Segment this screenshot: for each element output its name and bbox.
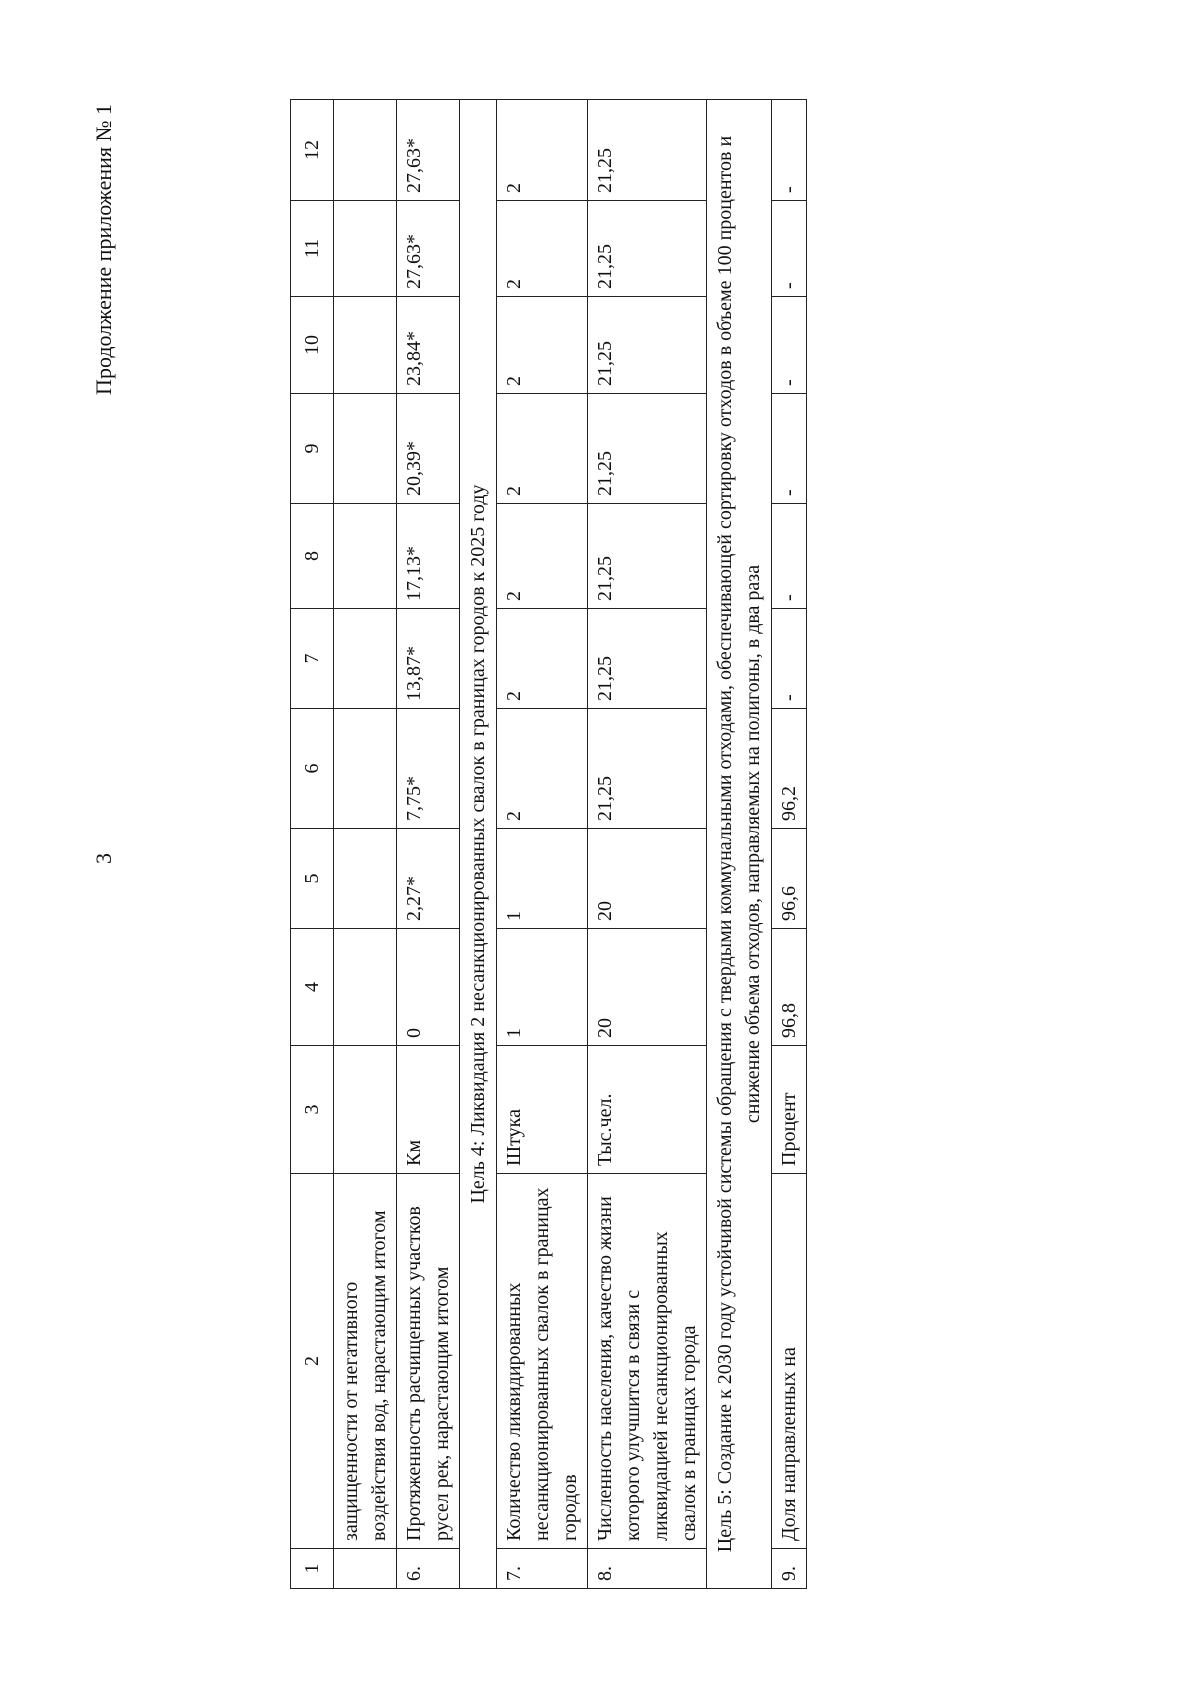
column-number-cell: 11 xyxy=(291,201,334,297)
value-cell: 96,2 xyxy=(772,709,807,829)
indicator-row xyxy=(397,100,460,1589)
value-cell: 96,6 xyxy=(772,829,807,929)
value-cell: 2 xyxy=(497,504,588,609)
value-cell: - xyxy=(772,297,807,394)
value-cell: 21,25 xyxy=(588,201,707,297)
value-cell: - xyxy=(772,609,807,709)
value-cell: 2 xyxy=(497,394,588,504)
indicator-name-cell: Протяженность расчищенных участков русел рек, нарастающим итогом xyxy=(397,1174,460,1549)
value-cell: 2 xyxy=(497,201,588,297)
indicator-row xyxy=(588,100,707,1589)
goal-text: Цель 4: Ликвидация 2 несанкционированных свалок в границах городов к 2025 году xyxy=(460,100,497,1589)
value-cell: 21,25 xyxy=(588,394,707,504)
row-number-cell: 9. xyxy=(772,1549,807,1589)
value-cell: 2 xyxy=(497,609,588,709)
column-number-cell: 4 xyxy=(291,929,334,1046)
value-cell: 23,84* xyxy=(397,297,460,394)
value-cell: 2 xyxy=(497,100,588,201)
value-cell xyxy=(334,829,397,929)
page-header: Продолжение приложения № 1 xyxy=(91,104,116,395)
value-cell: 20,39* xyxy=(397,394,460,504)
value-cell xyxy=(334,201,397,297)
value-cell xyxy=(334,100,397,201)
indicator-name-cell: Численность населения, качество жизни которого улучшится в связи с ликвидацией несанкционированных свалок в границах города xyxy=(588,1174,707,1549)
row-number-cell: 8. xyxy=(588,1549,707,1589)
page-number: 3 xyxy=(91,853,116,864)
unit-cell xyxy=(334,1046,397,1174)
value-cell: 1 xyxy=(497,929,588,1046)
column-number-cell: 8 xyxy=(291,504,334,609)
value-cell: 2 xyxy=(497,709,588,829)
value-cell: 7,75* xyxy=(397,709,460,829)
column-number-cell: 12 xyxy=(291,100,334,201)
indicator-row xyxy=(334,100,397,1589)
column-number-row xyxy=(291,100,334,1589)
row-number-cell xyxy=(334,1549,397,1589)
column-number-cell: 6 xyxy=(291,709,334,829)
value-cell: 21,25 xyxy=(588,504,707,609)
column-number-cell: 1 xyxy=(291,1549,334,1589)
value-cell: 27,63* xyxy=(397,100,460,201)
goal-text: Цель 5: Создание к 2030 году устойчивой системы обращения с твердыми коммунальными отходами, обеспечивающей сортировку отходов в объеме 100 процентов и снижение объема отходов, направляемых на полигоны, в два раза xyxy=(707,100,772,1589)
indicator-row xyxy=(772,100,807,1589)
value-cell: 20 xyxy=(588,829,707,929)
value-cell: - xyxy=(772,100,807,201)
row-number-cell: 6. xyxy=(397,1549,460,1589)
unit-cell: Процент xyxy=(772,1046,807,1174)
value-cell: 13,87* xyxy=(397,609,460,709)
column-number-cell: 9 xyxy=(291,394,334,504)
indicator-row xyxy=(497,100,588,1589)
value-cell: 21,25 xyxy=(588,297,707,394)
goal-row xyxy=(707,100,772,1589)
value-cell xyxy=(334,609,397,709)
value-cell xyxy=(334,394,397,504)
row-number-cell: 7. xyxy=(497,1549,588,1589)
value-cell: 21,25 xyxy=(588,609,707,709)
goal-row xyxy=(460,100,497,1589)
unit-cell: Штука xyxy=(497,1046,588,1174)
value-cell: 27,63* xyxy=(397,201,460,297)
value-cell: 2,27* xyxy=(397,829,460,929)
value-cell: - xyxy=(772,201,807,297)
value-cell xyxy=(334,929,397,1046)
value-cell: 21,25 xyxy=(588,709,707,829)
column-number-cell: 3 xyxy=(291,1046,334,1174)
value-cell: 2 xyxy=(497,297,588,394)
indicator-name-cell: защищенности от негативного воздействия вод, нарастающим итогом xyxy=(334,1174,397,1549)
value-cell xyxy=(334,504,397,609)
value-cell: 96,8 xyxy=(772,929,807,1046)
indicator-name-cell: Количество ликвидированных несанкционированных свалок в границах городов xyxy=(497,1174,588,1549)
indicator-name-cell: Доля направленных на xyxy=(772,1174,807,1549)
column-number-cell: 2 xyxy=(291,1174,334,1549)
value-cell xyxy=(334,709,397,829)
value-cell: 0 xyxy=(397,929,460,1046)
unit-cell: Тыс.чел. xyxy=(588,1046,707,1174)
value-cell: 1 xyxy=(497,829,588,929)
value-cell xyxy=(334,297,397,394)
value-cell: 20 xyxy=(588,929,707,1046)
value-cell: 21,25 xyxy=(588,100,707,201)
column-number-cell: 5 xyxy=(291,829,334,929)
value-cell: - xyxy=(772,394,807,504)
unit-cell: Км xyxy=(397,1046,460,1174)
indicators-table xyxy=(290,99,807,1589)
column-number-cell: 10 xyxy=(291,297,334,394)
value-cell: - xyxy=(772,504,807,609)
value-cell: 17,13* xyxy=(397,504,460,609)
column-number-cell: 7 xyxy=(291,609,334,709)
